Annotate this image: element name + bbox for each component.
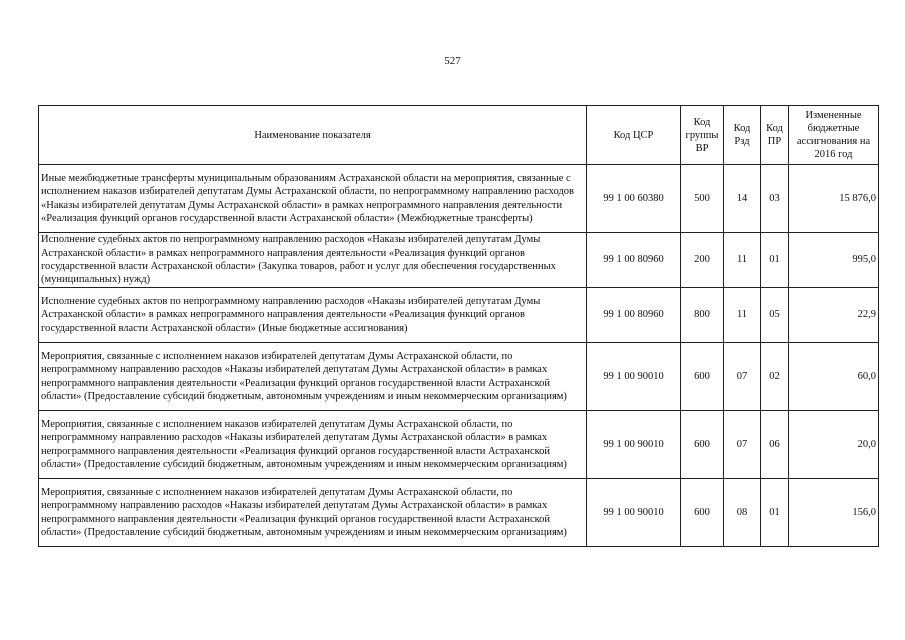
row-name: Исполнение судебных актов по непрограммному направлению расходов «Наказы избирателей депутатам Думы Астраханской области» в рамках непрограммного направления деятельности «Реализация функций органов государственной власти Астраханской области» (Иные бюджетные ассигнования) [39, 288, 587, 343]
row-vr-code: 600 [681, 411, 724, 479]
row-csr-code: 99 1 00 90010 [587, 343, 681, 411]
budget-table [38, 105, 879, 547]
header-name: Наименование показателя [39, 106, 587, 165]
table-row [39, 288, 879, 343]
header-csr: Код ЦСР [587, 106, 681, 165]
row-csr-code: 99 1 00 80960 [587, 233, 681, 288]
row-csr-code: 99 1 00 90010 [587, 411, 681, 479]
row-name: Исполнение судебных актов по непрограммному направлению расходов «Наказы избирателей депутатам Думы Астраханской области» в рамках непрограммного направления деятельности «Реализация функций органов государственной власти Астраханской области» (Закупка товаров, работ и услуг для обеспечения государственных (муниципальных) нужд) [39, 233, 587, 288]
row-csr-code: 99 1 00 90010 [587, 479, 681, 547]
row-amount: 156,0 [789, 479, 879, 547]
row-amount: 20,0 [789, 411, 879, 479]
header-vr: Код группы ВР [681, 106, 724, 165]
row-name: Мероприятия, связанные с исполнением наказов избирателей депутатам Думы Астраханской области, по непрограммному направлению расходов «Наказы избирателей депутатам Думы Астраханской области» в рамках непрограммного направления деятельности «Реализация функций органов государственной власти Астраханской области» (Предоставление субсидий бюджетным, автономным учреждениям и иным некоммерческим организациям) [39, 479, 587, 547]
row-amount: 60,0 [789, 343, 879, 411]
row-pr-code: 06 [761, 411, 789, 479]
row-rzd-code: 14 [724, 165, 761, 233]
header-amount: Измененные бюджетные ассигнования на 2016 год [789, 106, 879, 165]
row-pr-code: 05 [761, 288, 789, 343]
row-rzd-code: 11 [724, 288, 761, 343]
row-rzd-code: 11 [724, 233, 761, 288]
row-csr-code: 99 1 00 60380 [587, 165, 681, 233]
row-pr-code: 02 [761, 343, 789, 411]
table-row [39, 479, 879, 547]
table-row [39, 165, 879, 233]
row-vr-code: 500 [681, 165, 724, 233]
row-name: Иные межбюджетные трансферты муниципальным образованиям Астраханской области на мероприятия, связанные с исполнением наказов избирателей депутатам Думы Астраханской области, по непрограммному направлению расходов «Наказы избирателей депутатам Думы Астраханской области» в рамках непрограммного направления деятельности «Реализация функций органов государственной власти Астраханской области» (Межбюджетные трансферты) [39, 165, 587, 233]
table-header-row [39, 106, 879, 165]
table-row [39, 343, 879, 411]
row-name: Мероприятия, связанные с исполнением наказов избирателей депутатам Думы Астраханской области, по непрограммному направлению расходов «Наказы избирателей депутатам Думы Астраханской области» в рамках непрограммного направления деятельности «Реализация функций органов государственной власти Астраханской области» (Предоставление субсидий бюджетным, автономным учреждениям и иным некоммерческим организациям) [39, 343, 587, 411]
row-vr-code: 800 [681, 288, 724, 343]
row-amount: 15 876,0 [789, 165, 879, 233]
row-vr-code: 600 [681, 479, 724, 547]
header-pr: Код ПР [761, 106, 789, 165]
table-row [39, 411, 879, 479]
row-rzd-code: 07 [724, 343, 761, 411]
row-pr-code: 03 [761, 165, 789, 233]
row-pr-code: 01 [761, 479, 789, 547]
row-pr-code: 01 [761, 233, 789, 288]
row-amount: 22,9 [789, 288, 879, 343]
header-rzd: Код Рзд [724, 106, 761, 165]
row-csr-code: 99 1 00 80960 [587, 288, 681, 343]
table-row [39, 233, 879, 288]
row-name: Мероприятия, связанные с исполнением наказов избирателей депутатам Думы Астраханской области, по непрограммному направлению расходов «Наказы избирателей депутатам Думы Астраханской области» в рамках непрограммного направления деятельности «Реализация функций органов государственной власти Астраханской области» (Предоставление субсидий бюджетным, автономным учреждениям и иным некоммерческим организациям) [39, 411, 587, 479]
row-rzd-code: 07 [724, 411, 761, 479]
row-amount: 995,0 [789, 233, 879, 288]
row-rzd-code: 08 [724, 479, 761, 547]
page-number: 527 [444, 55, 461, 67]
row-vr-code: 600 [681, 343, 724, 411]
row-vr-code: 200 [681, 233, 724, 288]
